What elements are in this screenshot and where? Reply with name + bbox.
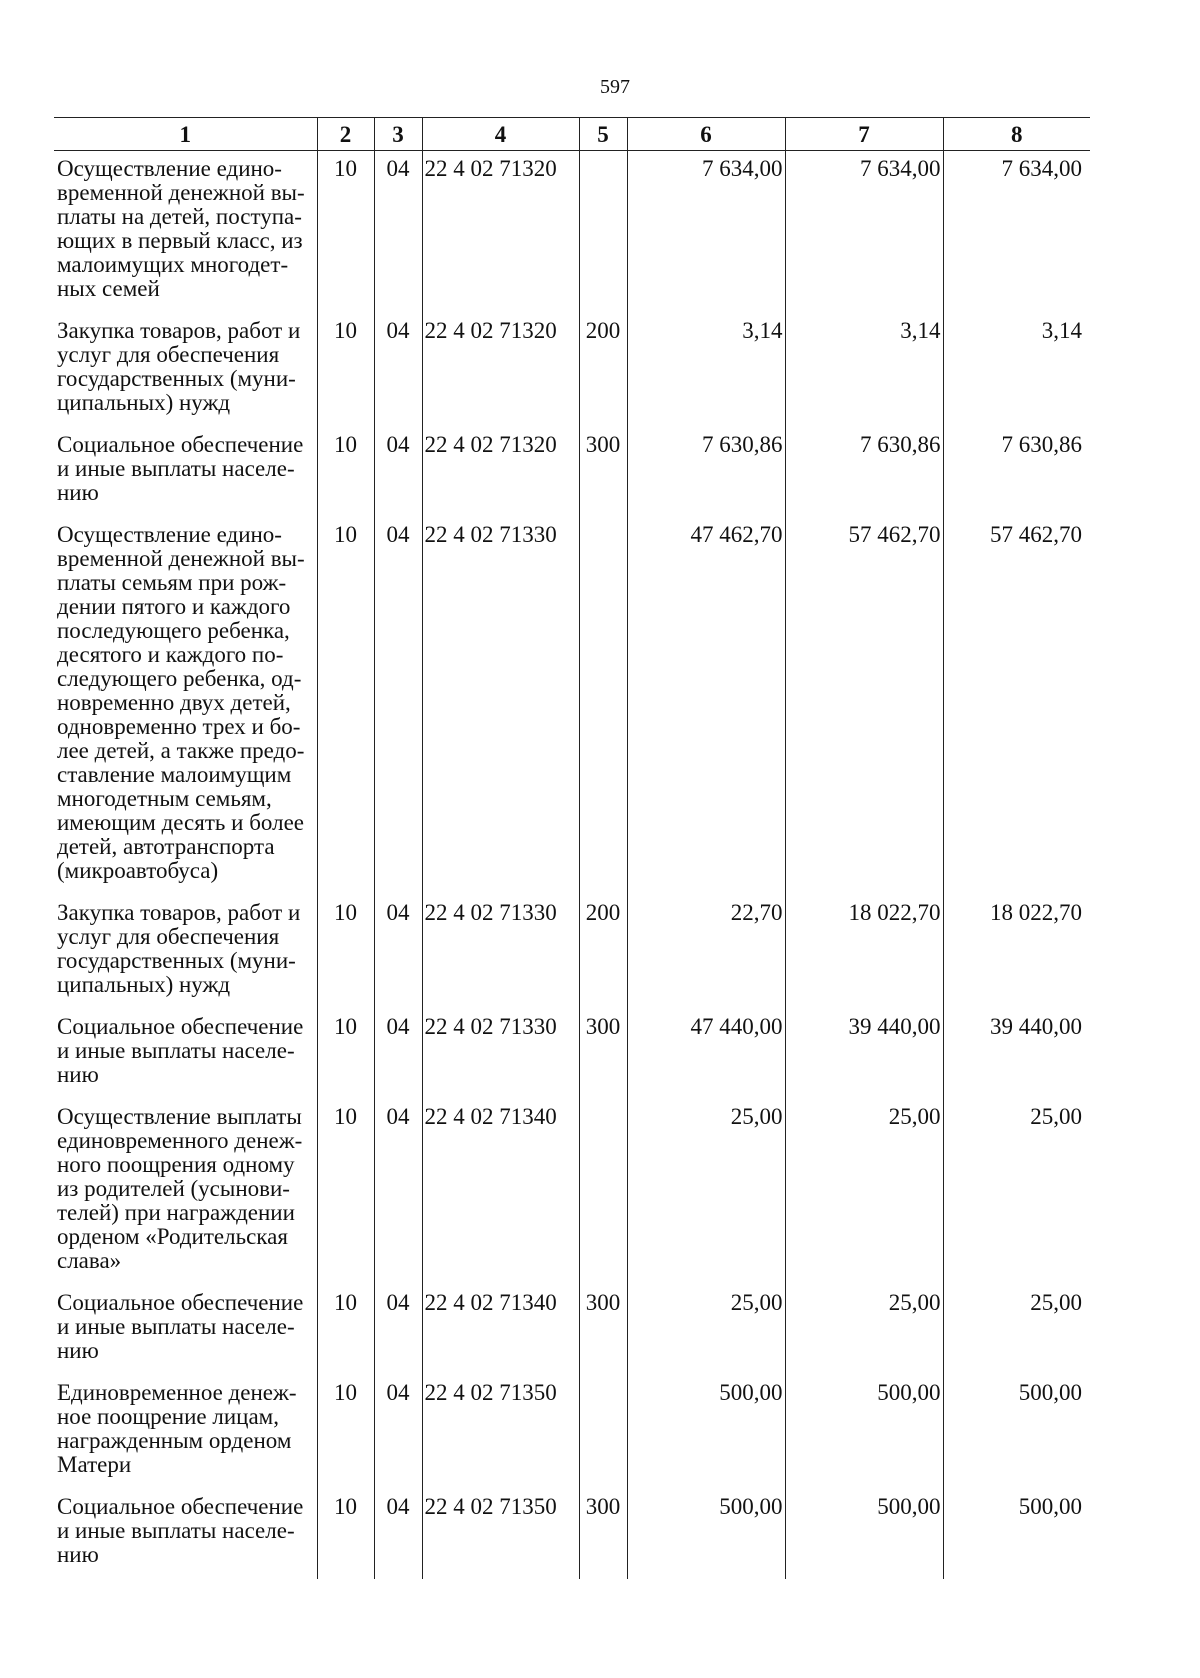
table-row: [54, 1009, 1090, 1099]
target-article-cell: 22 4 02 71350: [422, 1375, 579, 1489]
subsection-code-cell: 04: [374, 1099, 422, 1285]
amount-col7-cell: 500,00: [785, 1489, 943, 1579]
amount-col7-cell: 7 634,00: [785, 151, 943, 314]
table-row: [54, 895, 1090, 1009]
expense-type-cell: 300: [579, 1009, 627, 1099]
section-code-cell: 10: [317, 1009, 374, 1099]
amount-col7-cell: 3,14: [785, 313, 943, 427]
table-row: [54, 517, 1090, 895]
expense-type-cell: [579, 151, 627, 314]
amount-col6-cell: 500,00: [627, 1375, 785, 1489]
section-code-cell: 10: [317, 1489, 374, 1579]
row-name-cell: Социальное обеспечение и иные выплаты населе- нию: [54, 1009, 317, 1099]
target-article-cell: 22 4 02 71320: [422, 151, 579, 314]
table-row: [54, 427, 1090, 517]
target-article-cell: 22 4 02 71330: [422, 517, 579, 895]
row-name-cell: Закупка товаров, работ и услуг для обеспечения государственных (муни- ципальных) нужд: [54, 313, 317, 427]
expense-type-cell: [579, 517, 627, 895]
header-cell: 6: [627, 118, 785, 151]
header-cell: 2: [317, 118, 374, 151]
row-name-cell: Социальное обеспечение и иные выплаты населе- нию: [54, 1285, 317, 1375]
amount-col7-cell: 25,00: [785, 1285, 943, 1375]
amount-col8-cell: 7 630,86: [943, 427, 1090, 517]
target-article-cell: 22 4 02 71340: [422, 1099, 579, 1285]
amount-col7-cell: 25,00: [785, 1099, 943, 1285]
section-code-cell: 10: [317, 517, 374, 895]
expense-type-cell: [579, 1099, 627, 1285]
header-row: [54, 118, 1090, 151]
page-number: 597: [600, 76, 630, 98]
section-code-cell: 10: [317, 1375, 374, 1489]
amount-col6-cell: 3,14: [627, 313, 785, 427]
subsection-code-cell: 04: [374, 1375, 422, 1489]
subsection-code-cell: 04: [374, 1489, 422, 1579]
amount-col7-cell: 500,00: [785, 1375, 943, 1489]
amount-col6-cell: 7 634,00: [627, 151, 785, 314]
amount-col6-cell: 47 462,70: [627, 517, 785, 895]
subsection-code-cell: 04: [374, 1285, 422, 1375]
table-row: [54, 1099, 1090, 1285]
amount-col8-cell: 7 634,00: [943, 151, 1090, 314]
amount-col7-cell: 18 022,70: [785, 895, 943, 1009]
amount-col8-cell: 57 462,70: [943, 517, 1090, 895]
amount-col7-cell: 57 462,70: [785, 517, 943, 895]
target-article-cell: 22 4 02 71330: [422, 895, 579, 1009]
section-code-cell: 10: [317, 1285, 374, 1375]
target-article-cell: 22 4 02 71320: [422, 313, 579, 427]
amount-col8-cell: 18 022,70: [943, 895, 1090, 1009]
amount-col8-cell: 25,00: [943, 1099, 1090, 1285]
amount-col8-cell: 500,00: [943, 1375, 1090, 1489]
row-name-cell: Социальное обеспечение и иные выплаты населе- нию: [54, 1489, 317, 1579]
target-article-cell: 22 4 02 71330: [422, 1009, 579, 1099]
header-cell: 8: [943, 118, 1090, 151]
table-row: [54, 1375, 1090, 1489]
amount-col8-cell: 25,00: [943, 1285, 1090, 1375]
amount-col6-cell: 22,70: [627, 895, 785, 1009]
expense-type-cell: 300: [579, 427, 627, 517]
table-body: [54, 151, 1090, 1580]
section-code-cell: 10: [317, 151, 374, 314]
expense-type-cell: 200: [579, 313, 627, 427]
section-code-cell: 10: [317, 427, 374, 517]
section-code-cell: 10: [317, 1099, 374, 1285]
row-name-cell: Единовременное денеж- ное поощрение лицам, награжденным орденом Матери: [54, 1375, 317, 1489]
amount-col7-cell: 39 440,00: [785, 1009, 943, 1099]
row-name-cell: Закупка товаров, работ и услуг для обеспечения государственных (муни- ципальных) нужд: [54, 895, 317, 1009]
header-cell: 5: [579, 118, 627, 151]
amount-col6-cell: 47 440,00: [627, 1009, 785, 1099]
budget-table: [54, 117, 1090, 1579]
target-article-cell: 22 4 02 71340: [422, 1285, 579, 1375]
expense-type-cell: [579, 1375, 627, 1489]
header-cell: 7: [785, 118, 943, 151]
expense-type-cell: 300: [579, 1285, 627, 1375]
target-article-cell: 22 4 02 71320: [422, 427, 579, 517]
table-row: [54, 1489, 1090, 1579]
target-article-cell: 22 4 02 71350: [422, 1489, 579, 1579]
row-name-cell: Осуществление едино- временной денежной вы- платы семьям при рож- дении пятого и каждого последующего ребенка, десятого и каждого по- следующего ребенка, од- новременно двух детей, одновременно трех и бо- лее детей, а также предо- ставление малоимущим многодетным семьям, имеющим десять и более детей, автотранспорта (микроавтобуса): [54, 517, 317, 895]
subsection-code-cell: 04: [374, 313, 422, 427]
section-code-cell: 10: [317, 313, 374, 427]
expense-type-cell: 200: [579, 895, 627, 1009]
header-cell: 1: [54, 118, 317, 151]
amount-col8-cell: 500,00: [943, 1489, 1090, 1579]
amount-col7-cell: 7 630,86: [785, 427, 943, 517]
row-name-cell: Социальное обеспечение и иные выплаты населе- нию: [54, 427, 317, 517]
subsection-code-cell: 04: [374, 895, 422, 1009]
subsection-code-cell: 04: [374, 1009, 422, 1099]
row-name-cell: Осуществление выплаты единовременного денеж- ного поощрения одному из родителей (усынови- телей) при награждении орденом «Родительская слава»: [54, 1099, 317, 1285]
amount-col6-cell: 25,00: [627, 1285, 785, 1375]
header-cell: 3: [374, 118, 422, 151]
table-row: [54, 313, 1090, 427]
expense-type-cell: 300: [579, 1489, 627, 1579]
subsection-code-cell: 04: [374, 517, 422, 895]
amount-col8-cell: 39 440,00: [943, 1009, 1090, 1099]
amount-col8-cell: 3,14: [943, 313, 1090, 427]
header-cell: 4: [422, 118, 579, 151]
amount-col6-cell: 7 630,86: [627, 427, 785, 517]
table-row: [54, 1285, 1090, 1375]
amount-col6-cell: 500,00: [627, 1489, 785, 1579]
row-name-cell: Осуществление едино- временной денежной вы- платы на детей, поступа- ющих в первый класс, из малоимущих многодет- ных семей: [54, 151, 317, 314]
table-row: [54, 151, 1090, 314]
subsection-code-cell: 04: [374, 427, 422, 517]
amount-col6-cell: 25,00: [627, 1099, 785, 1285]
subsection-code-cell: 04: [374, 151, 422, 314]
section-code-cell: 10: [317, 895, 374, 1009]
